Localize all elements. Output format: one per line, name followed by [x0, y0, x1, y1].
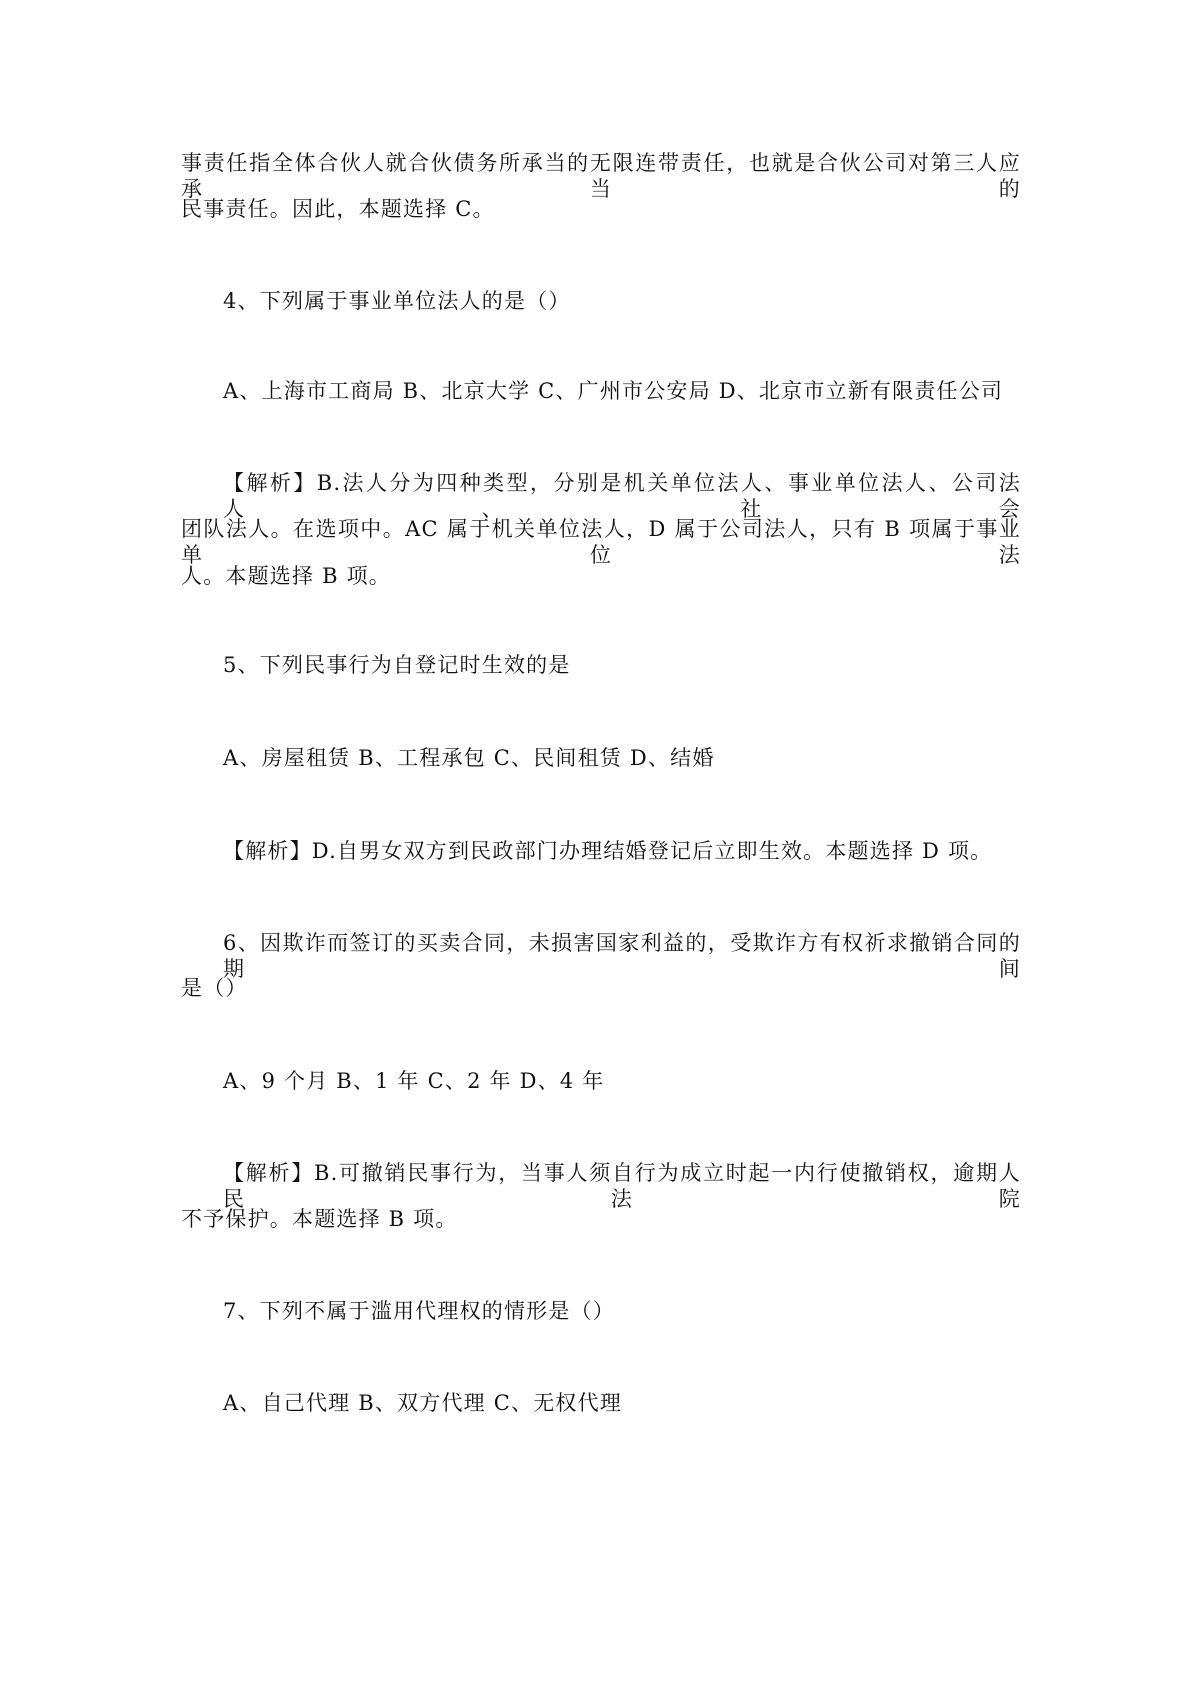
- text-line: 事责任指全体合伙人就合伙债务所承当的无限连带责任，也就是合伙公司对第三人应承当的: [181, 151, 1021, 201]
- explanation-text: 不予保护。本题选择 B 项。: [181, 1207, 458, 1231]
- explanation-text: 团队法人。在选项中。AC 属于机关单位法人，D 属于公司法人，只有 B 项属于事业单位法: [181, 517, 1021, 567]
- text-line: 民事责任。因此，本题选择 C。: [181, 197, 495, 221]
- explanation-text: 人。本题选择 B 项。: [181, 564, 391, 588]
- question-5-options: A、房屋租赁 B、工程承包 C、民间租赁 D、结婚: [223, 746, 715, 770]
- explanation-text: 【解析】B.法人分为四种类型，分别是机关单位法人、事业单位法人、公司法人、社会: [223, 471, 1021, 521]
- question-7-options: A、自己代理 B、双方代理 C、无权代理: [223, 1391, 623, 1415]
- question-5: 5、下列民事行为自登记时生效的是: [223, 653, 571, 677]
- explanation-text: 【解析】B.可撤销民事行为，当事人须自行为成立时起一内行使撤销权，逾期人民法院: [223, 1161, 1021, 1211]
- question-4: 4、下列属于事业单位法人的是（）: [223, 289, 571, 313]
- question-6-options: A、9 个月 B、1 年 C、2 年 D、4 年: [223, 1069, 605, 1093]
- question-6: 6、因欺诈而签订的买卖合同，未损害国家利益的，受欺诈方有权祈求撤销合同的期间: [223, 931, 1021, 981]
- question-6: 是（）: [181, 976, 248, 1000]
- explanation-text: 【解析】D.自男女双方到民政部门办理结婚登记后立即生效。本题选择 D 项。: [223, 839, 993, 863]
- question-7: 7、下列不属于滥用代理权的情形是（）: [223, 1299, 615, 1323]
- question-4-options: A、上海市工商局 B、北京大学 C、广州市公安局 D、北京市立新有限责任公司: [223, 379, 1004, 403]
